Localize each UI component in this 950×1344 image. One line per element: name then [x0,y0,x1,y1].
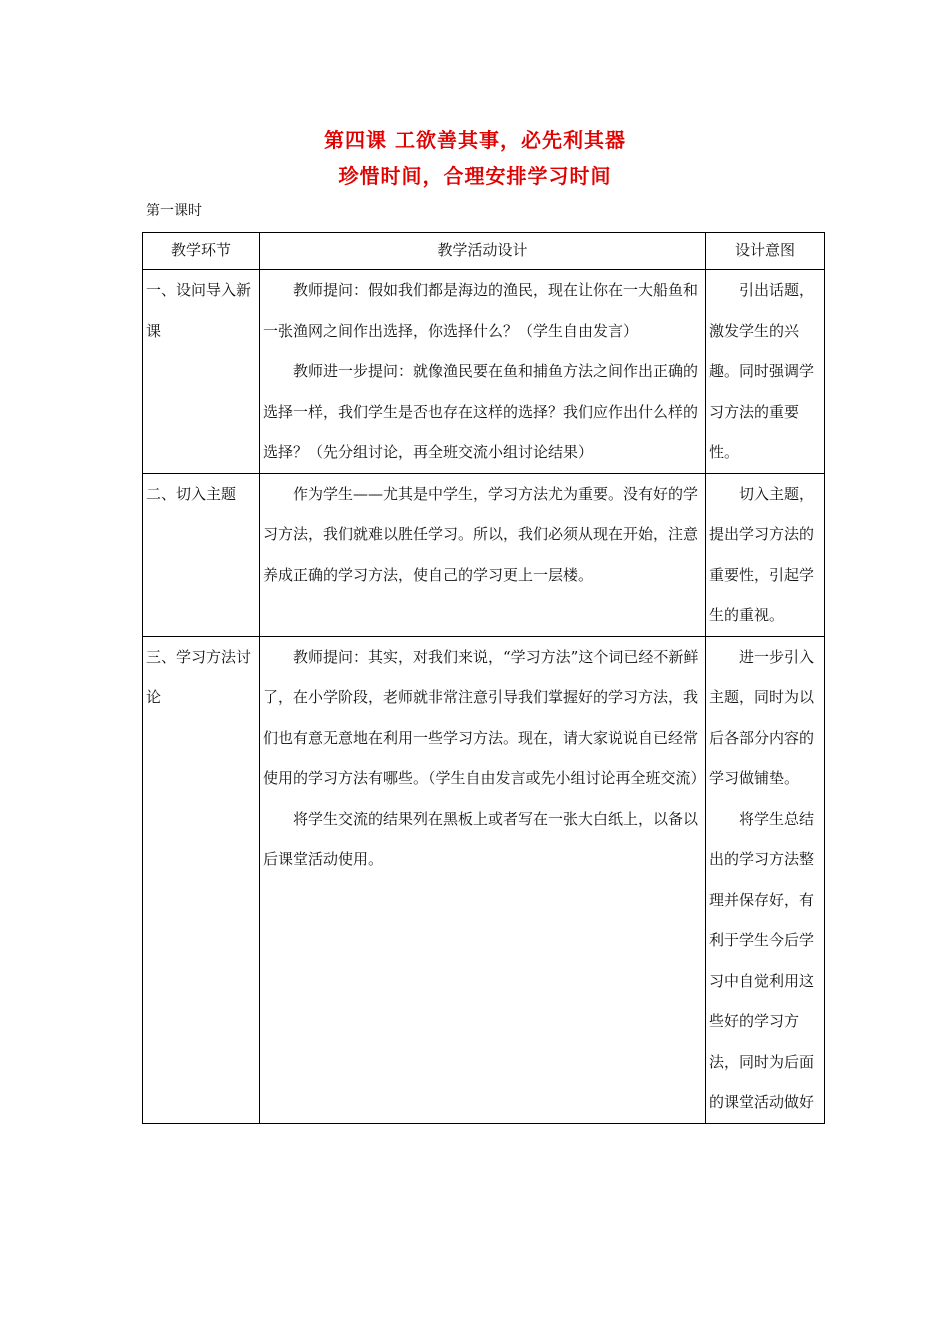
intent-paragraph: 切入主题，提出学习方法的重要性，引起学生的重视。 [709,484,815,624]
intent-paragraph: 进一步引入主题，同时为以后各部分内容的学习做铺垫。 [709,647,815,787]
header-activities: 教学活动设计 [260,233,706,270]
activities-cell [260,636,706,1123]
lesson-plan-table [142,232,825,1124]
table-row [143,473,825,636]
activity-paragraph: 作为学生——尤其是中学生，学习方法尤为重要。没有好的学习方法，我们就难以胜任学习。所以，我们必须从现在开始，注意养成正确的学习方法，使自己的学习更上一层楼。 [263,484,699,584]
header-stage: 教学环节 [143,233,260,270]
stage-cell: 一、设问导入新课 [143,270,260,474]
table-row [143,270,825,474]
activities-cell [260,270,706,474]
intent-paragraph: 将学生总结出的学习方法整理并保存好，有利于学生今后学习中自觉利用这些好的学习方法，同时为后面的课堂活动做好 [709,809,815,1111]
period-label: 第一课时 [146,203,202,219]
lesson-subtitle: 珍惜时间，合理安排学习时间 [338,164,612,188]
activity-paragraph: 教师进一步提问：就像渔民要在鱼和捕鱼方法之间作出正确的选择一样，我们学生是否也存在这样的选择？我们应作出什么样的选择？（先分组讨论，再全班交流小组讨论结果） [263,362,699,461]
intent-cell [706,270,825,474]
header-intent: 设计意图 [706,233,825,270]
intent-cell [706,636,825,1123]
lesson-title: 第四课 工欲善其事，必先利其器 [324,128,626,152]
activity-paragraph: 教师提问：其实，对我们来说，“学习方法”这个词已经不新鲜了，在小学阶段，老师就非常注意引导我们掌握好的学习方法，我们也有意无意地在利用一些学习方法。现在，请大家说说自已经常使用的学习方法有哪些。（学生自由发言或先小组讨论再全班交流） [263,647,706,787]
table-row [143,636,825,1123]
intent-cell [706,473,825,636]
stage-cell: 三、学习方法讨论 [143,636,260,1123]
intent-paragraph: 引出话题，激发学生的兴趣。同时强调学习方法的重要性。 [709,281,815,461]
activity-paragraph: 将学生交流的结果列在黑板上或者写在一张大白纸上，以备以后课堂活动使用。 [263,809,699,868]
stage-cell: 二、切入主题 [143,473,260,636]
activity-paragraph: 教师提问：假如我们都是海边的渔民，现在让你在一大船鱼和一张渔网之间作出选择，你选择什么？（学生自由发言） [263,281,699,340]
table-header-row [143,233,825,270]
activities-cell [260,473,706,636]
